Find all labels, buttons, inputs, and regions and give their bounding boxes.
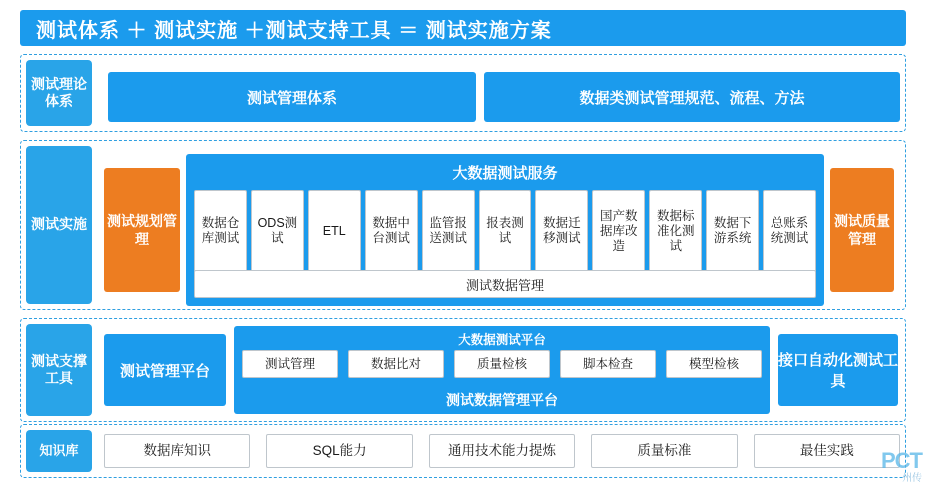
list-item[interactable]: 国产数据库改造: [592, 190, 645, 272]
list-item[interactable]: 质量检核: [454, 350, 550, 378]
list-item[interactable]: 数据迁移测试: [535, 190, 588, 272]
knowledge-cell-list: [104, 434, 900, 468]
label-test-data-management-platform: 测试数据管理平台: [446, 392, 558, 408]
list-item[interactable]: SQL能力: [266, 434, 412, 468]
list-item[interactable]: 数据下游系统: [706, 190, 759, 272]
list-item[interactable]: 数据标准化测试: [649, 190, 702, 272]
panel-bigdata-test-service-title: 大数据测试服务: [452, 165, 558, 182]
row-label-theory: 测试理论体系: [26, 60, 92, 126]
list-item[interactable]: 数据仓库测试: [194, 190, 247, 272]
row-label-support-tools: 测试支撑工具: [26, 324, 92, 416]
bigdata-platform-cell-list: [242, 350, 762, 378]
panel-bigdata-test-platform: [234, 326, 770, 414]
row-label-knowledge-base: 知识库: [26, 430, 92, 472]
list-item[interactable]: 测试管理: [242, 350, 338, 378]
diagram-title-bar: [20, 10, 906, 46]
row-label-implementation: 测试实施: [26, 146, 92, 304]
box-test-data-management[interactable]: 测试数据管理: [194, 270, 816, 298]
watermark-sub-text: 州传: [902, 473, 922, 484]
box-test-quality-management[interactable]: 测试质量管理: [830, 168, 894, 292]
box-data-test-spec[interactable]: 数据类测试管理规范、流程、方法: [484, 72, 900, 122]
list-item[interactable]: 模型检核: [666, 350, 762, 378]
list-item[interactable]: 数据库知识: [104, 434, 250, 468]
box-api-automation-tool[interactable]: 接口自动化测试工具: [778, 334, 898, 406]
bigdata-service-cell-list: [194, 190, 816, 272]
panel-bigdata-test-service: [186, 154, 824, 306]
list-item[interactable]: 数据比对: [348, 350, 444, 378]
list-item[interactable]: 数据中台测试: [365, 190, 418, 272]
list-item[interactable]: ODS测试: [251, 190, 304, 272]
list-item[interactable]: ETL: [308, 190, 361, 272]
list-item[interactable]: 通用技术能力提炼: [429, 434, 575, 468]
list-item[interactable]: 最佳实践: [754, 434, 900, 468]
list-item[interactable]: 监管报送测试: [422, 190, 475, 272]
box-test-plan-management[interactable]: 测试规划管理: [104, 168, 180, 292]
watermark-logo-text: PCT: [881, 447, 922, 473]
list-item[interactable]: 总账系统测试: [763, 190, 816, 272]
list-item[interactable]: 报表测试: [479, 190, 532, 272]
page-title: 测试体系 ＋ 测试实施 ＋测试支持工具 ＝ 测试实施方案: [36, 19, 552, 42]
list-item[interactable]: 脚本检查: [560, 350, 656, 378]
box-test-management-platform[interactable]: 测试管理平台: [104, 334, 226, 406]
list-item[interactable]: 质量标准: [591, 434, 737, 468]
watermark: [881, 449, 922, 484]
panel-bigdata-test-platform-title: 大数据测试平台: [458, 333, 546, 347]
box-test-management-system[interactable]: 测试管理体系: [108, 72, 476, 122]
